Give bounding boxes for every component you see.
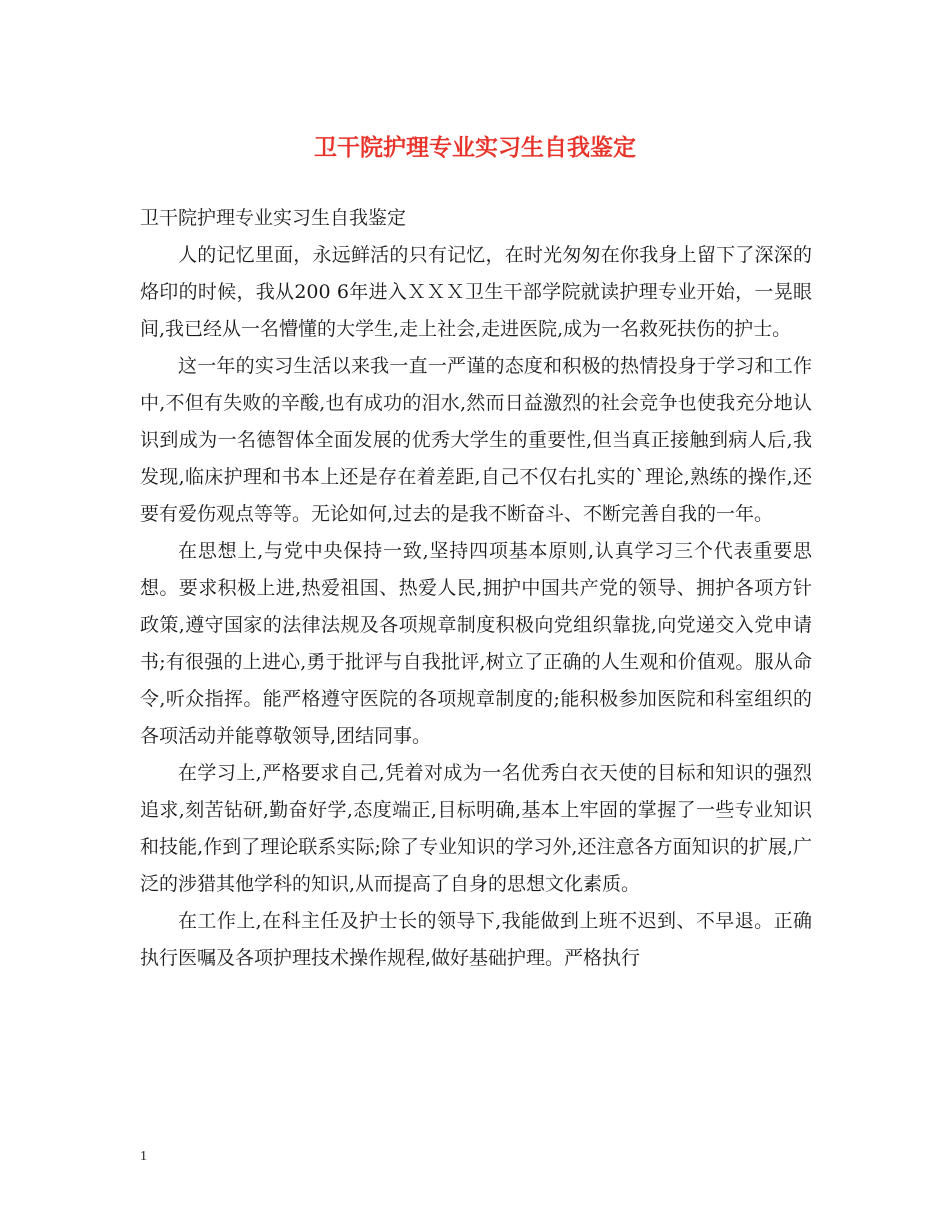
paragraph-1: 人的记忆里面，永远鲜活的只有记忆，在时光匆匆在你我身上留下了深深的烙印的时候，我从200 6年进入ＸＸＸ卫生干部学院就读护理专业开始，一晃眼间,我已经从一名懵懂的大学生,走上社会,走进医院,成为一名救死扶伤的护士。 <box>140 244 812 340</box>
document-subtitle: 卫干院护理专业实习生自我鉴定 <box>140 207 407 229</box>
paragraph-3: 在思想上,与党中央保持一致,坚持四项基本原则,认真学习三个代表重要思想。要求积极上进,热爱祖国、热爱人民,拥护中国共产党的领导、拥护各项方针政策,遵守国家的法律法规及各项规章制度积极向党组织靠拢,向党递交入党申请书;有很强的上进心,勇于批评与自我批评,树立了正确的人生观和价值观。服从命令,听众指挥。能严格遵守医院的各项规章制度的;能积极参加医院和科室组织的各项活动并能尊敬领导,团结同事。 <box>140 540 812 747</box>
document-title: 卫干院护理专业实习生自我鉴定 <box>314 134 636 161</box>
paragraph-5: 在工作上,在科主任及护士长的领导下,我能做到上班不迟到、不早退。正确执行医嘱及各项护理技术操作规程,做好基础护理。严格执行 <box>140 910 812 969</box>
paragraph-2: 这一年的实习生活以来我一直一严谨的态度和积极的热情投身于学习和工作中,不但有失败的辛酸,也有成功的泪水,然而日益激烈的社会竞争也使我充分地认识到成为一名德智体全面发展的优秀大学生的重要性,但当真正接触到病人后,我发现,临床护理和书本上还是存在着差距,自己不仅右扎实的`理论,熟练的操作,还要有爱伤观点等等。无论如何,过去的是我不断奋斗、不断完善自我的一年。 <box>140 355 812 525</box>
page-number: 1 <box>140 1149 147 1164</box>
paragraph-4: 在学习上,严格要求自己,凭着对成为一名优秀白衣天使的目标和知识的强烈追求,刻苦钻研,勤奋好学,态度端正,目标明确,基本上牢固的掌握了一些专业知识和技能,作到了理论联系实际;除了专业知识的学习外,还注意各方面知识的扩展,广泛的涉猎其他学科的知识,从而提高了自身的思想文化素质。 <box>140 762 812 895</box>
document-body <box>140 200 812 977</box>
